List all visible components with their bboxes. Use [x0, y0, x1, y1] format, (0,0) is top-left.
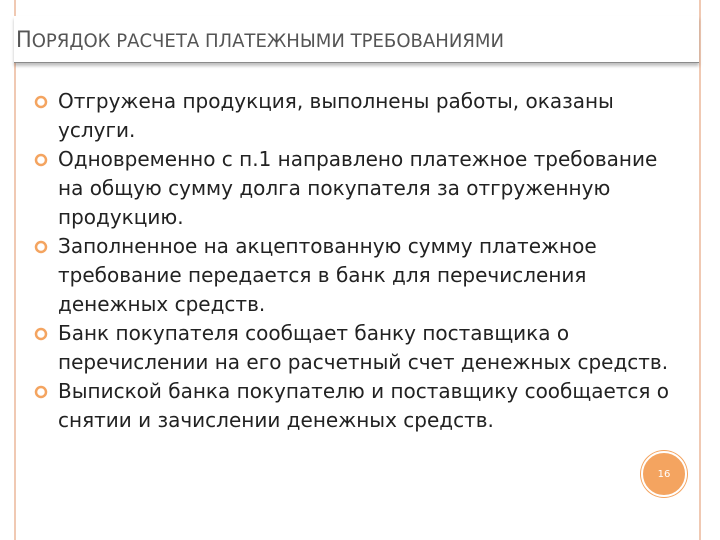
- left-border-line: [14, 0, 16, 540]
- ring-bullet-icon: [34, 385, 48, 399]
- title-first-letter: П: [16, 28, 32, 53]
- list-item-text: Выпиской банка покупателю и поставщику сообщается о снятии и зачислении денежных средств.: [58, 379, 670, 432]
- right-border-line: [699, 0, 701, 540]
- list-item: [30, 232, 680, 319]
- bullet-list: [30, 87, 680, 435]
- ring-bullet-icon: [34, 327, 48, 341]
- list-item: [30, 319, 680, 377]
- list-item: [30, 145, 680, 232]
- list-item-text: Заполненное на акцептованную сумму платежное требование передается в банк для перечисления денежных средств.: [58, 234, 597, 316]
- ring-bullet-icon: [34, 95, 48, 109]
- list-item-text: Одновременно с п.1 направлено платежное требование на общую сумму долга покупателя за отгруженную продукцию.: [58, 147, 658, 229]
- slide-title: [16, 28, 504, 53]
- title-text: ОРЯДОК РАСЧЕТА ПЛАТЕЖНЫМИ ТРЕБОВАНИЯМИ: [31, 30, 504, 52]
- list-item: [30, 87, 680, 145]
- ring-bullet-icon: [34, 240, 48, 254]
- list-item-text: Отгружена продукция, выполнены работы, оказаны услуги.: [58, 89, 614, 142]
- ring-bullet-icon: [34, 153, 48, 167]
- page-number-badge: 16: [641, 451, 687, 497]
- list-item-text: Банк покупателя сообщает банку поставщика о перечислении на его расчетный счет денежных средств.: [58, 321, 669, 374]
- list-item: [30, 377, 680, 435]
